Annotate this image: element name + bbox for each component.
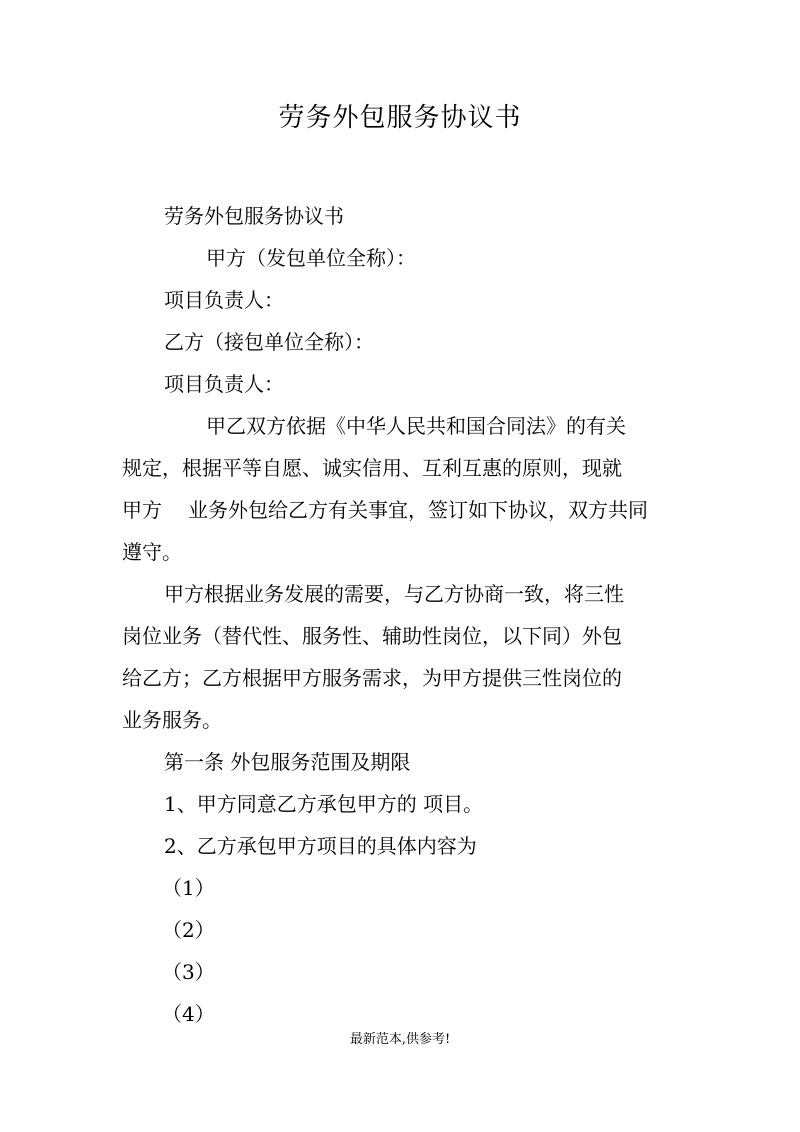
document-title: 劳务外包服务协议书 <box>278 103 522 133</box>
body-line <box>122 489 682 531</box>
party-b-line: 乙方（接包单位全称）： <box>164 330 374 354</box>
list-item: （2） <box>162 918 215 942</box>
party-b-manager-line: 项目负责人： <box>164 372 284 396</box>
clause-line: 1、甲方同意乙方承包甲方的 项目。 <box>164 792 484 816</box>
document-body <box>122 195 682 1035</box>
list-item: （4） <box>162 1002 215 1026</box>
list-item: （3） <box>162 960 215 984</box>
clause-line: 2、乙方承包甲方项目的具体内容为 <box>164 834 477 858</box>
article-heading: 第一条 外包服务范围及期限 <box>164 750 411 774</box>
body-text-fragment: 业务外包给乙方有关事宜，签订如下协议，双方共同 <box>188 498 648 522</box>
body-text-fragment: 甲方 <box>122 498 162 522</box>
page-footer: 最新范本,供参考! <box>349 1032 451 1047</box>
body-line: 给乙方；乙方根据甲方服务需求，为甲方提供三性岗位的 <box>122 666 622 690</box>
party-a-manager-line: 项目负责人： <box>164 288 284 312</box>
body-line: 规定，根据平等自愿、诚实信用、互利互惠的原则，现就 <box>122 456 622 480</box>
body-line: 业务服务。 <box>122 708 222 732</box>
body-line: 甲方根据业务发展的需要，与乙方协商一致，将三性 <box>164 582 624 606</box>
party-a-line: 甲方（发包单位全称）： <box>206 246 416 270</box>
body-line: 岗位业务（替代性、服务性、辅助性岗位，以下同）外包 <box>122 624 622 648</box>
body-line: 甲乙双方依据《中华人民共和国合同法》的有关 <box>206 414 626 438</box>
body-line: 劳务外包服务协议书 <box>164 204 344 228</box>
body-line: 遵守。 <box>122 540 182 564</box>
list-item: （1） <box>162 876 215 900</box>
